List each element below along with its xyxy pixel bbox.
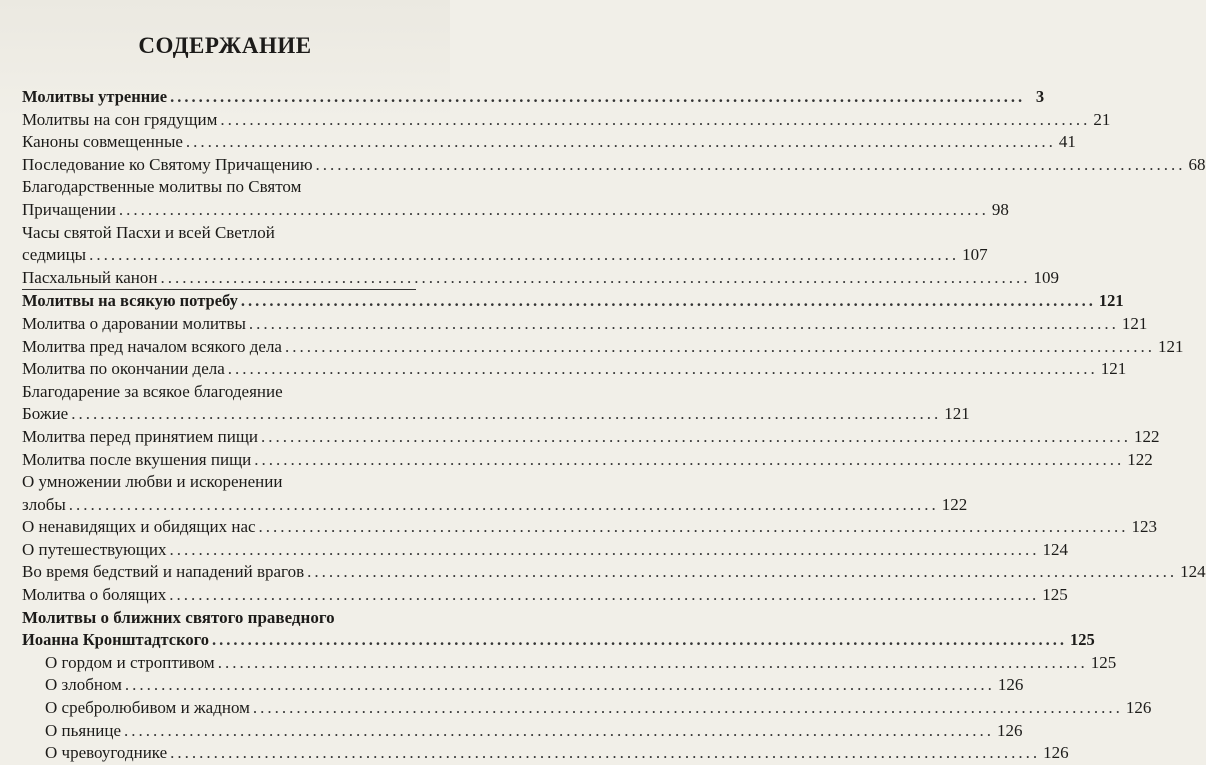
- toc-page-number: 121: [1100, 359, 1127, 379]
- toc-page-number: 68: [1188, 154, 1206, 174]
- toc-entry: [22, 313, 1148, 336]
- toc-entry-label: Во время бедствий и нападений врагов: [22, 562, 305, 582]
- toc-entry: [22, 336, 1184, 359]
- toc-entry-label: О чревоугоднике: [45, 743, 168, 763]
- dot-leader: ........................................................................................................................: [124, 675, 995, 695]
- toc-page-number: 122: [941, 494, 968, 514]
- toc-entry-label: Молитвы на сон грядущим: [22, 109, 218, 129]
- dot-leader: ........................................................................................................................: [71, 404, 942, 424]
- toc-entry-label: Молитва о даровании молитвы: [22, 313, 246, 333]
- toc-section-heading: [22, 289, 1124, 313]
- toc-entry: [22, 516, 1158, 539]
- toc-entry-label: О сребролюбивом и жадном: [45, 698, 250, 718]
- dot-leader: ........................................................................................................................: [307, 562, 1178, 582]
- toc-entry: [22, 131, 1076, 154]
- dot-leader: ........................................................................................................................: [211, 630, 1067, 650]
- dot-leader: ........................................................................................................................: [315, 154, 1186, 174]
- dot-leader: ........................................................................................................................: [254, 449, 1125, 469]
- toc-entry: [22, 674, 1024, 697]
- toc-page-number: 125: [1069, 630, 1095, 650]
- toc-entry: [22, 652, 1117, 675]
- toc-entry-first-line: Часы святой Пасхи и всей Светлой: [22, 222, 275, 242]
- dot-leader: ........................................................................................................................: [261, 426, 1132, 446]
- toc-entry-first-line: О умножении любви и искоренении: [22, 472, 283, 492]
- toc-entry: [22, 358, 1127, 381]
- toc-page-number: 126: [997, 720, 1023, 740]
- toc-entry-first-line: Благодарение за всякое благодеяние: [22, 381, 283, 401]
- toc-entry-label: О злобном: [45, 675, 122, 695]
- dot-leader: ........................................................................................................................: [227, 359, 1098, 379]
- dot-leader: ........................................................................................................................: [220, 109, 1091, 129]
- toc-entry-label: О пьянице: [45, 720, 122, 740]
- toc-entry: [22, 244, 988, 267]
- toc-entry-label: О путешествующих: [22, 539, 167, 559]
- toc-page-number: 41: [1058, 132, 1076, 152]
- toc-entry-label: О ненавидящих и обидящих нас: [22, 517, 256, 537]
- dot-leader: ........................................................................................................................: [248, 313, 1119, 333]
- toc-entry-label: Каноны совмещенные: [22, 132, 183, 152]
- dot-leader: ........................................................................................................................: [258, 517, 1129, 537]
- toc-page-number: 125: [1090, 652, 1117, 672]
- toc-page-number: 122: [1127, 449, 1153, 469]
- toc-entry-first-line: Благодарственные молитвы по Святом: [22, 177, 302, 197]
- toc-page-number: 21: [1093, 109, 1111, 129]
- toc-entry: [22, 742, 1069, 765]
- toc-entry-label: Молитва по окончании дела: [22, 359, 225, 379]
- toc-page-number: 109: [1033, 267, 1059, 287]
- toc-page-number: 121: [1157, 336, 1184, 356]
- dot-leader: ........................................................................................................................: [160, 267, 1031, 287]
- toc-entry-label: Божие: [22, 404, 69, 424]
- toc-page-number: 123: [1131, 517, 1158, 537]
- toc-page-number: 98: [991, 199, 1009, 219]
- dot-leader: ........................................................................................................................: [118, 199, 989, 219]
- toc-entry-label: Молитва перед принятием пищи: [22, 426, 259, 446]
- page-title: СОДЕРЖАНИЕ: [138, 33, 312, 58]
- toc-entry-label: Молитва после вкушения пищи: [22, 449, 252, 469]
- table-of-contents: [22, 86, 1206, 765]
- dot-leader: ........................................................................................................................: [169, 585, 1040, 605]
- toc-page-number: 121: [1098, 291, 1124, 311]
- toc-page-number: 126: [1043, 743, 1069, 763]
- toc-entry-label: Молитвы утренние: [22, 87, 168, 106]
- toc-entry: [22, 109, 1111, 132]
- toc-entry-label: Молитва о болящих: [22, 585, 167, 605]
- toc-entry: [22, 426, 1160, 449]
- toc-page-number: 121: [1121, 313, 1148, 333]
- toc-page-number: 121: [944, 404, 970, 424]
- dot-leader: ........................................................................................................................: [252, 698, 1123, 718]
- toc-section-heading: [22, 86, 1045, 109]
- toc-section-heading: [22, 629, 1095, 652]
- toc-entry-label: Пасхальный канон: [22, 267, 158, 287]
- toc-entry: [22, 720, 1023, 743]
- toc-page-number: 124: [1042, 539, 1068, 559]
- toc-page-number: 125: [1042, 585, 1068, 605]
- toc-entry-label: Молитвы на всякую потребу: [22, 291, 238, 311]
- dot-leader: ........................................................................................................................: [170, 743, 1041, 763]
- dot-leader: ........................................................................................................................: [284, 336, 1155, 356]
- dot-leader: ........................................................................................................................: [170, 87, 1026, 106]
- toc-entry: [22, 403, 970, 426]
- toc-page-number: 126: [1125, 698, 1152, 718]
- dot-leader: ........................................................................................................................: [169, 539, 1040, 559]
- toc-entry-label: О гордом и строптивом: [45, 652, 215, 672]
- dot-leader: ........................................................................................................................: [89, 245, 960, 265]
- toc-entry: [22, 561, 1206, 584]
- toc-entry: [22, 494, 968, 517]
- toc-entry-first-line: Молитвы о ближних святого праведного: [22, 607, 335, 627]
- toc-entry: [22, 539, 1068, 562]
- dot-leader: ........................................................................................................................: [217, 652, 1088, 672]
- toc-entry-label: злобы: [22, 494, 66, 514]
- toc-entry: [22, 154, 1206, 177]
- toc-entry: [22, 267, 1059, 290]
- dot-leader: ........................................................................................................................: [68, 494, 939, 514]
- toc-entry: [22, 199, 1009, 222]
- toc-entry: [22, 584, 1068, 607]
- toc-entry-label: Последование ко Святому Причащению: [22, 154, 313, 174]
- dot-leader: ........................................................................................................................: [185, 132, 1056, 152]
- dot-leader: ........................................................................................................................: [124, 720, 995, 740]
- toc-page-number: 124: [1180, 562, 1206, 582]
- toc-page-number: 126: [997, 675, 1024, 695]
- toc-entry: [22, 697, 1152, 720]
- toc-entry: [22, 449, 1153, 472]
- toc-entry-label: Молитва пред началом всякого дела: [22, 336, 282, 356]
- dot-leader: ........................................................................................................................: [240, 291, 1096, 311]
- toc-entry-label: Причащении: [22, 199, 116, 219]
- toc-page-number: 107: [962, 245, 988, 265]
- toc-page-number: 122: [1134, 426, 1160, 446]
- toc-entry-label: седмицы: [22, 245, 87, 265]
- toc-page-number: 3: [1035, 87, 1045, 106]
- toc-entry-label: Иоанна Кронштадтского: [22, 630, 209, 650]
